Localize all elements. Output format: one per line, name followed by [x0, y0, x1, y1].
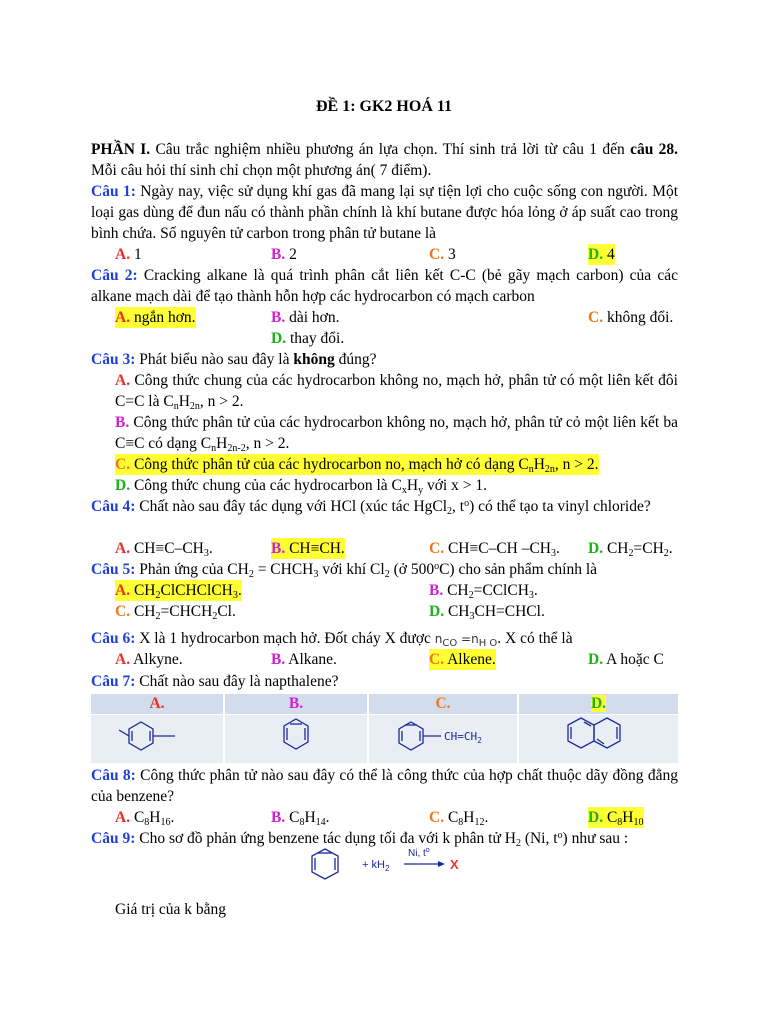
styrene-label: $CH=CH_2$ — [444, 730, 482, 745]
question-8: Câu 8: Công thức phân tử nào sau đây có thể là công thức của hợp chất thuộc dãy đồng đẳng của benzene? — [91, 767, 678, 805]
table-header-c[interactable]: C. — [369, 694, 517, 714]
question-8-options — [115, 807, 678, 828]
styrene-structure — [399, 722, 441, 750]
question-3-option-a[interactable]: A. Công thức chung của các hydrocarbon không no, mạch hở, phân tử có một liên kết đôi C=C là $C_nH_{2n}$, n > 2. — [115, 372, 678, 412]
question-5: Câu 5: Phản ứng của $CH_2$ = $CHCH_3$ với khí $Cl_2$ (ở 500$^o$C) cho sản phẩm chính là — [91, 561, 598, 580]
option-d[interactable]: D. $CH_2=CH_2$. — [588, 540, 673, 559]
option-a[interactable]: A. $CH\equiv C-CH_3$. — [115, 540, 213, 559]
question-1: Câu 1: Ngày nay, việc sử dụng khí gas đã mang lại sự tiện lợi cho cuộc sống con người. Một loại gas dùng để đun nấu có thành phần chính là khí butane được hóa lỏng ở áp suất cao trong bình chứa. Số nguyên tử carbon trong phân tử butane là — [91, 183, 678, 242]
option-b[interactable]: B. dài hơn. — [271, 309, 340, 326]
option-a[interactable]: A. 1 — [115, 246, 142, 263]
option-c[interactable]: C. 3 — [429, 246, 456, 263]
option-b[interactable]: B. $CH_2=CClCH_3$. — [429, 582, 538, 601]
question-5-options-ab — [115, 580, 678, 601]
reagent-label: + $kH_2$ — [362, 859, 390, 873]
benzene-reactant — [312, 849, 338, 879]
option-c[interactable]: C. không đổi. — [588, 309, 674, 326]
option-c[interactable]: C. $C_8H_{12}$. — [429, 809, 489, 828]
option-b[interactable]: B. $C_8H_{14}$. — [271, 809, 330, 828]
option-c[interactable]: C. $CH_2=CHCH_2Cl$. — [115, 603, 236, 622]
question-2: Câu 2: Cracking alkane là quá trình phân cắt liên kết C-C (bẻ gãy mạch carbon) của các alkane mạch dài để tạo thành hỗn hợp các hydrocarbon có mạch carbon — [91, 267, 678, 305]
option-b[interactable]: B. 2 — [271, 246, 297, 263]
table-header-a[interactable]: A. — [91, 694, 223, 714]
product-label: X — [450, 857, 459, 872]
option-a[interactable]: A. $CH_2ClCHClCH_3$. — [115, 582, 242, 601]
question-6-options — [115, 649, 678, 670]
option-d[interactable]: D. $C_8H_{10}$ — [588, 809, 644, 828]
part-intro: PHẦN I. Câu trắc nghiệm nhiều phương án lựa chọn. Thí sinh trả lời từ câu 1 đến câu 28. Mỗi câu hỏi thí sinh chỉ chọn một phương án( 7 điểm). — [91, 141, 679, 179]
structure-table — [91, 694, 678, 764]
option-b[interactable]: B. CH≡CH. — [271, 540, 345, 557]
option-a[interactable]: A. ngắn hơn. — [115, 309, 196, 326]
question-2-options — [115, 307, 678, 328]
question-5-options-cd — [115, 601, 678, 622]
option-a[interactable]: A. $C_8H_{16}$. — [115, 809, 175, 828]
question-9-ask: Giá trị của k bằng — [115, 901, 227, 918]
benzene-structure — [284, 719, 308, 749]
option-c[interactable]: C. Alkene. — [429, 651, 496, 668]
question-1-options — [115, 244, 678, 265]
question-2-option-d-row — [115, 328, 678, 349]
option-d[interactable]: D. A hoặc C — [588, 651, 664, 668]
question-4-options — [115, 538, 678, 559]
reaction-scheme — [300, 844, 500, 894]
option-d[interactable]: D. thay đổi. — [271, 330, 345, 347]
question-3-option-d[interactable]: D. Công thức chung của các hydrocarbon là $C_xH_y$ với x > 1. — [115, 477, 487, 496]
page-title: ĐỀ 1: GK2 HOÁ 11 — [315, 98, 452, 115]
mole-equation: $n_{CO} =n_{H O}$ — [434, 632, 498, 649]
option-b[interactable]: B. Alkane. — [271, 651, 337, 668]
condition-label: Ni, $t^o$ — [408, 847, 430, 859]
option-a[interactable]: A. Alkyne. — [115, 651, 183, 668]
table-header-b[interactable]: B. — [225, 694, 367, 714]
naphthalene-structure — [568, 718, 620, 748]
question-3: Câu 3: Phát biểu nào sau đây là không đúng? — [91, 351, 377, 368]
question-3-option-b[interactable]: B. Công thức phân tử của các hydrocarbon không no, mạch hở, phân tử cỏ một liên kết ba C≡C có dạng $C_nH_{2n-2}$, n > 2. — [115, 414, 678, 454]
question-3-option-c[interactable]: C. Công thức phân tử của các hydrocarbon no, mạch hở có dạng $C_nH_{2n}$, n > 2. — [115, 456, 599, 475]
structure-drawings — [91, 694, 678, 764]
option-c[interactable]: C. CH≡C–CH $-CH_3$. — [429, 540, 560, 559]
toluene-structure — [119, 722, 175, 750]
question-7: Câu 7: Chất nào sau đây là napthalene? — [91, 673, 339, 690]
question-9: Câu 9: Cho sơ đồ phản ứng benzene tác dụng tối đa với k phân tử $H_2$ (Ni, $t^o$) như sau : — [91, 830, 629, 849]
question-6: Câu 6: X là 1 hydrocarbon mạch hở. Đốt cháy X được $n_{CO} =n_{H O}$. X có thể là — [91, 630, 573, 649]
option-d[interactable]: D. 4 — [588, 246, 615, 263]
option-d[interactable]: D. $CH_3CH=CHCl$. — [429, 603, 545, 622]
table-header-d[interactable]: D. — [519, 694, 678, 714]
question-4: Câu 4: Chất nào sau đây tác dụng với HCl (xúc tác HgCl$_2$, $t^o$) có thể tạo ta vinyl chloride? — [91, 498, 651, 517]
